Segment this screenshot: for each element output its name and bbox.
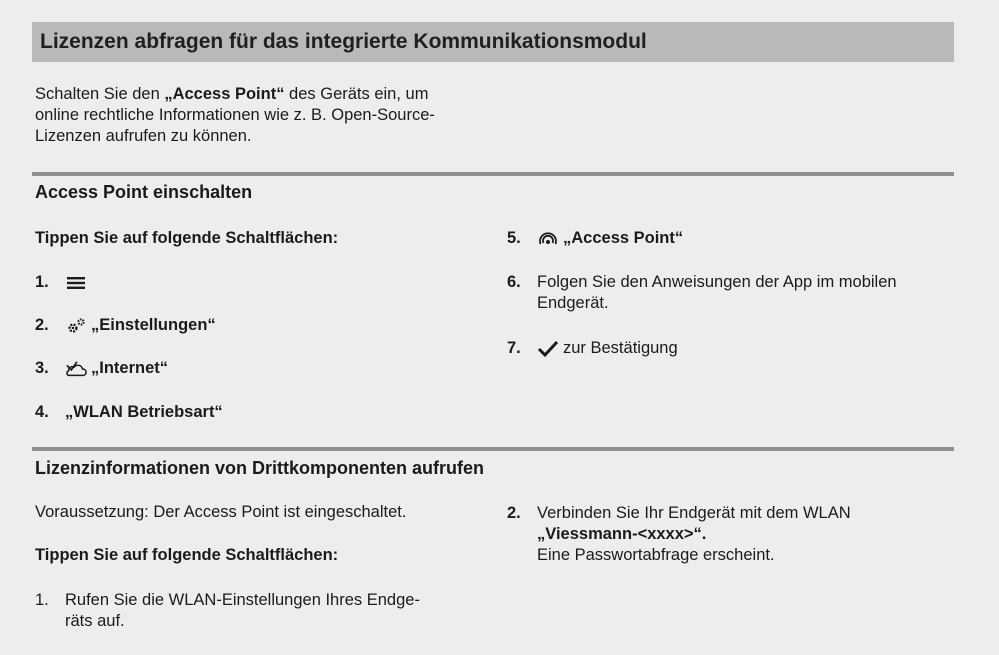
step-number: 4.	[35, 403, 49, 421]
prerequisite-text: Voraussetzung: Der Access Point ist eingeschaltet.	[35, 503, 407, 521]
section1-step-6	[507, 272, 897, 314]
step-text-line: Rufen Sie die WLAN-Einstellungen Ihres Endge-	[65, 591, 420, 609]
access-point-icon	[537, 228, 559, 249]
step-number: 5.	[507, 229, 521, 247]
step-number: 2.	[507, 504, 521, 522]
section1-step-5	[507, 228, 683, 249]
step-text	[65, 590, 420, 632]
section2-step-2	[507, 503, 851, 566]
gears-icon	[65, 315, 87, 336]
menu-icon	[65, 272, 87, 293]
step-number: 1.	[35, 591, 49, 609]
section1-step-1	[35, 272, 91, 293]
section1-heading: Access Point einschalten	[35, 182, 253, 202]
section1-subheading: Tippen Sie auf folgende Schaltflächen:	[35, 229, 339, 247]
intro-line-2: online rechtliche Informationen wie z. B. Open-Source-	[35, 106, 435, 124]
section1-step-4	[35, 402, 223, 423]
step-text-line: Eine Passwortabfrage erscheint.	[537, 546, 775, 564]
intro-bold-term: „Access Point“	[164, 85, 285, 103]
section-divider-2	[32, 447, 954, 451]
title-bar	[32, 22, 954, 62]
intro-paragraph	[35, 84, 505, 147]
step-number: 3.	[35, 359, 49, 377]
section1-step-7	[507, 338, 678, 359]
intro-line-3: Lizenzen aufrufen zu können.	[35, 127, 252, 145]
step-label: zur Bestätigung	[563, 339, 678, 357]
step-text	[537, 503, 851, 566]
step-label: „Access Point“	[563, 229, 684, 247]
section2-subheading: Tippen Sie auf folgende Schaltflächen:	[35, 546, 339, 564]
step-text	[537, 272, 897, 314]
step-label: „Internet“	[91, 359, 169, 377]
step-text-line: Verbinden Sie Ihr Endgerät mit dem WLAN	[537, 504, 851, 522]
step-number: 7.	[507, 339, 521, 357]
checkmark-icon	[537, 338, 559, 359]
section1-step-3	[35, 358, 168, 379]
wlan-name: „Viessmann-<xxxx>“.	[537, 525, 707, 543]
page-title: Lizenzen abfragen für das integrierte Kommunikationsmodul	[40, 30, 647, 53]
cloud-internet-icon	[65, 358, 87, 379]
step-text-line: Folgen Sie den Anweisungen der App im mobilen	[537, 273, 897, 291]
step-number: 2.	[35, 316, 49, 334]
step-number: 6.	[507, 273, 521, 291]
step-text-line: Endgerät.	[537, 294, 609, 312]
step-label: „Einstellungen“	[91, 316, 216, 334]
step-number: 1.	[35, 273, 49, 291]
section1-step-2	[35, 315, 216, 336]
intro-line-1: Schalten Sie den „Access Point“ des Geräts ein, um	[35, 85, 429, 103]
section-divider-1	[32, 172, 954, 176]
section2-step-1	[35, 590, 420, 632]
step-text-line: räts auf.	[65, 612, 125, 630]
section2-heading: Lizenzinformationen von Drittkomponenten aufrufen	[35, 458, 484, 478]
step-label: „WLAN Betriebsart“	[65, 403, 223, 421]
